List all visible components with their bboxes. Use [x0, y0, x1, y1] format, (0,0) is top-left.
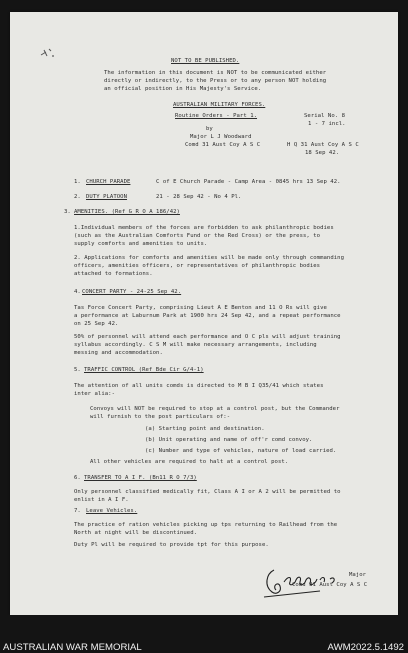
item-5-para-1-line-1: The attention of all units comds is directed to M B I Q35/41 which states: [74, 383, 324, 389]
commander-unit: Comd 31 Aust Coy A S C: [185, 142, 261, 148]
item-3-para-2-line-3: attached to formations.: [74, 271, 153, 277]
margin-mark-icon: [38, 46, 56, 60]
force-heading: AUSTRALIAN MILITARY FORCES.: [173, 102, 266, 108]
item-1-title: CHURCH PARADE: [86, 179, 131, 185]
signature-title: Comd 31 Aust Coy A S C: [292, 582, 368, 588]
serial-number: Serial No. 8: [304, 113, 346, 119]
item-4-para-1-line-1: Tas Force Concert Party, comprising Lieut A E Benton and 11 O Rs will give: [74, 305, 327, 311]
item-3-para-1-line-1: 1.Individual members of the forces are forbidden to ask philanthropic bodies: [74, 225, 334, 231]
item-1-number: 1.: [74, 179, 81, 185]
item-7-line-3: Duty Pl will be required to provide tpt for this purpose.: [74, 542, 269, 548]
item-4-title: CONCERT PARTY - 24-25 Sep 42.: [82, 289, 182, 295]
item-3-para-2-line-2: officers, amenities officers, or representatives of philanthropic bodies: [74, 263, 321, 269]
footer-institution: AUSTRALIAN WAR MEMORIAL: [3, 642, 142, 653]
item-4-para-2-line-3: messing and accommodation.: [74, 350, 163, 356]
item-6-number: 6.: [74, 475, 81, 481]
signature-rank: Major: [349, 572, 367, 578]
item-3-para-2-line-1: 2. Applications for comforts and amenities will be made only through commanding: [74, 255, 344, 261]
item-5-para-2-line-1: Convoys will NOT be required to stop at a control post, but the Commander: [90, 406, 340, 412]
item-3-number: 3.: [64, 209, 71, 215]
item-5-para-2-line-2: will furnish to the post particulars of:-: [90, 414, 231, 420]
item-3-para-1-line-3: supply comforts and amenities to units.: [74, 241, 208, 247]
item-5-sub-a: (a) Starting point and destination.: [145, 426, 265, 432]
not-published-heading: NOT TO BE PUBLISHED.: [171, 58, 240, 64]
document-page: [10, 12, 398, 615]
item-6-line-1: Only personnel classified medically fit, Class A I or A 2 will be permitted to: [74, 489, 341, 495]
item-7-title: Leave Vehicles.: [86, 508, 138, 514]
item-5-number: 5.: [74, 367, 81, 373]
item-4-number: 4.: [74, 289, 81, 295]
by-label: by: [206, 126, 213, 132]
item-7-line-2: North at night will be discontinued.: [74, 530, 198, 536]
intro-line-1: The information in this document is NOT to be communicated either: [104, 70, 327, 76]
item-2-title: DUTY PLATOON: [86, 194, 128, 200]
item-3-para-1-line-2: (such as the Australian Comforts Fund or the Red Cross) or the press, to: [74, 233, 321, 239]
item-3-title: AMENITIES. (Ref G R O A 186/42): [74, 209, 180, 215]
item-4-para-2-line-1: 50% of personnel will attend each performance and O C pls will adjust training: [74, 334, 341, 340]
item-4-para-2-line-2: syllabus accordingly. C S M will make necessary arrangements, including: [74, 342, 317, 348]
item-5-sub-c: (c) Number and type of vehicles, nature of load carried.: [145, 448, 337, 454]
intro-line-3: an official position in His Majesty's Service.: [104, 86, 262, 92]
item-6-title: TRANSFER TO A I F. (Bn11 R O 7/3): [84, 475, 197, 481]
item-7-number: 7.: [74, 508, 81, 514]
serial-range: 1 - 7 incl.: [308, 121, 346, 127]
item-6-line-2: enlist in A I F.: [74, 497, 129, 503]
commander-name: Major L J Woodward: [190, 134, 252, 140]
item-5-sub-b: (b) Unit operating and name of off'r comd convoy.: [145, 437, 313, 443]
footer-accession-number: AWM2022.5.1492: [327, 642, 404, 653]
item-4-para-1-line-3: on 25 Sep 42.: [74, 321, 119, 327]
routine-orders-heading: Routine Orders - Part 1.: [175, 113, 258, 119]
item-5-para-3: All other vehicles are required to halt at a control post.: [90, 459, 289, 465]
hq-unit: H Q 31 Aust Coy A S C: [287, 142, 359, 148]
item-7-line-1: The practice of ration vehicles picking up tps returning to Railhead from the: [74, 522, 338, 528]
item-2-text: 21 - 28 Sep 42 - No 4 Pl.: [156, 194, 242, 200]
item-5-para-1-line-2: inter alia:-: [74, 391, 116, 397]
archive-footer: [0, 615, 408, 653]
item-4-para-1-line-2: a performance at Laburnum Park at 1900 hrs 24 Sep 42, and a repeat performance: [74, 313, 341, 319]
document-date: 18 Sep 42.: [305, 150, 340, 156]
item-1-text: C of E Church Parade - Camp Area - 0845 hrs 13 Sep 42.: [156, 179, 341, 185]
item-5-title: TRAFFIC CONTROL (Ref Bde Cir G/4-1): [84, 367, 204, 373]
item-2-number: 2.: [74, 194, 81, 200]
intro-line-2: directly or indirectly, to the Press or to any person NOT holding: [104, 78, 327, 84]
